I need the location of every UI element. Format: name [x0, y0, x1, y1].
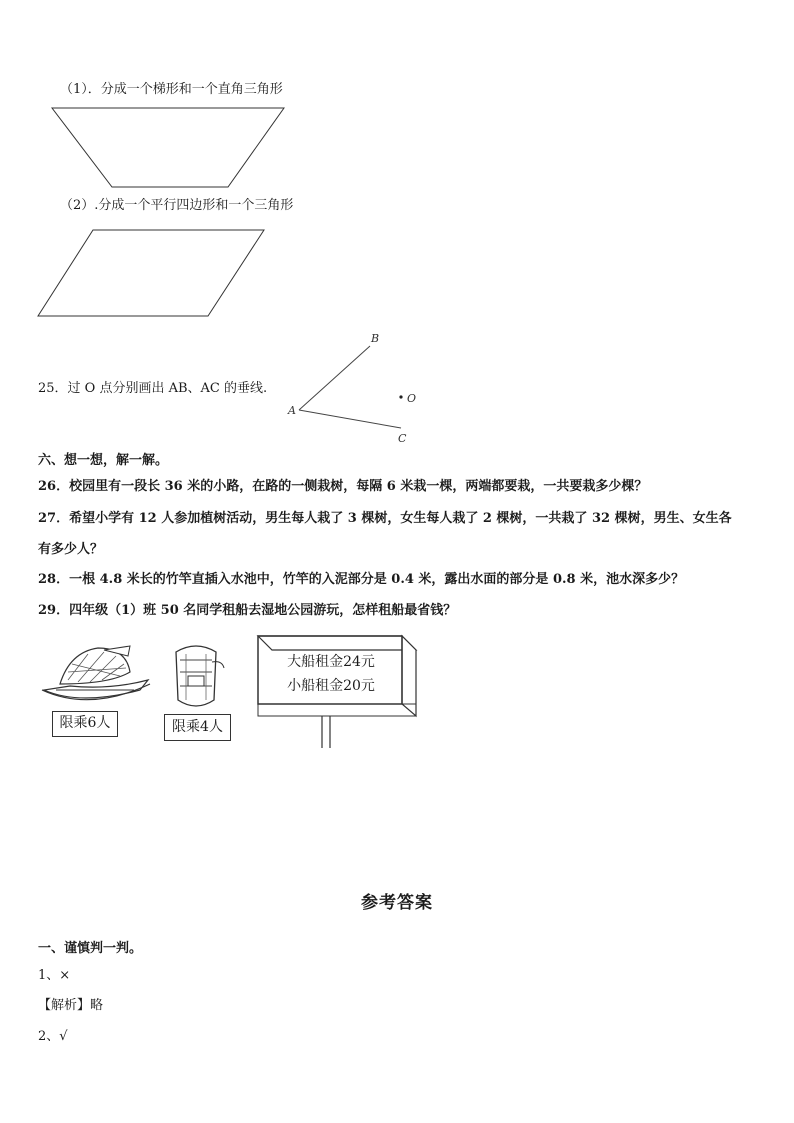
answer-2: 2、√ [38, 1029, 68, 1044]
q27-line1: 27．希望小学有 12 人参加植树活动，男生每人栽了 3 棵树，女生每人栽了 2 棵树，一共栽了 32 棵树，男生、女生各 [38, 511, 732, 526]
answers-section1: 一、谨慎判一判。 [38, 941, 143, 956]
q24-part2-text: （2）.分成一个平行四边形和一个三角形 [60, 198, 294, 213]
q27-line2: 有多少人？ [38, 542, 104, 557]
answer-1-analysis: 【解析】略 [38, 998, 104, 1013]
point-c-label: C [398, 432, 407, 445]
q25-text: 25．过 O 点分别画出 AB、AC 的垂线. [38, 381, 268, 396]
answer-1: 1、× [38, 968, 71, 983]
answers-title: 参考答案 [361, 893, 433, 913]
point-b-label: B [371, 332, 380, 345]
q24-part1-text: （1）．分成一个梯形和一个直角三角形 [60, 82, 283, 97]
point-o-label: O [407, 392, 417, 405]
q29-text: 29．四年级（1）班 50 名同学租船去湿地公园游玩，怎样租船最省钱？ [38, 603, 457, 618]
small-boat-capacity-label: 限乘4人 [172, 719, 223, 735]
sign-text [268, 650, 394, 698]
q28-text: 28．一根 4.8 米长的竹竿直插入水池中，竹竿的入泥部分是 0.4 米，露出水面的部分是 0.8 米，池水深多少？ [38, 572, 685, 587]
section6-heading: 六、想一想，解一解。 [38, 453, 169, 468]
point-a-label: A [288, 404, 296, 417]
big-boat-capacity-label: 限乘6人 [59, 715, 111, 731]
big-boat-price: 大船租金24元 [287, 654, 375, 670]
small-boat-price: 小船租金20元 [287, 678, 375, 694]
q26-text: 26．校园里有一段长 36 米的小路，在路的一侧栽树，每隔 6 米栽一棵，两端都要栽，一共要栽多少棵？ [38, 479, 648, 494]
